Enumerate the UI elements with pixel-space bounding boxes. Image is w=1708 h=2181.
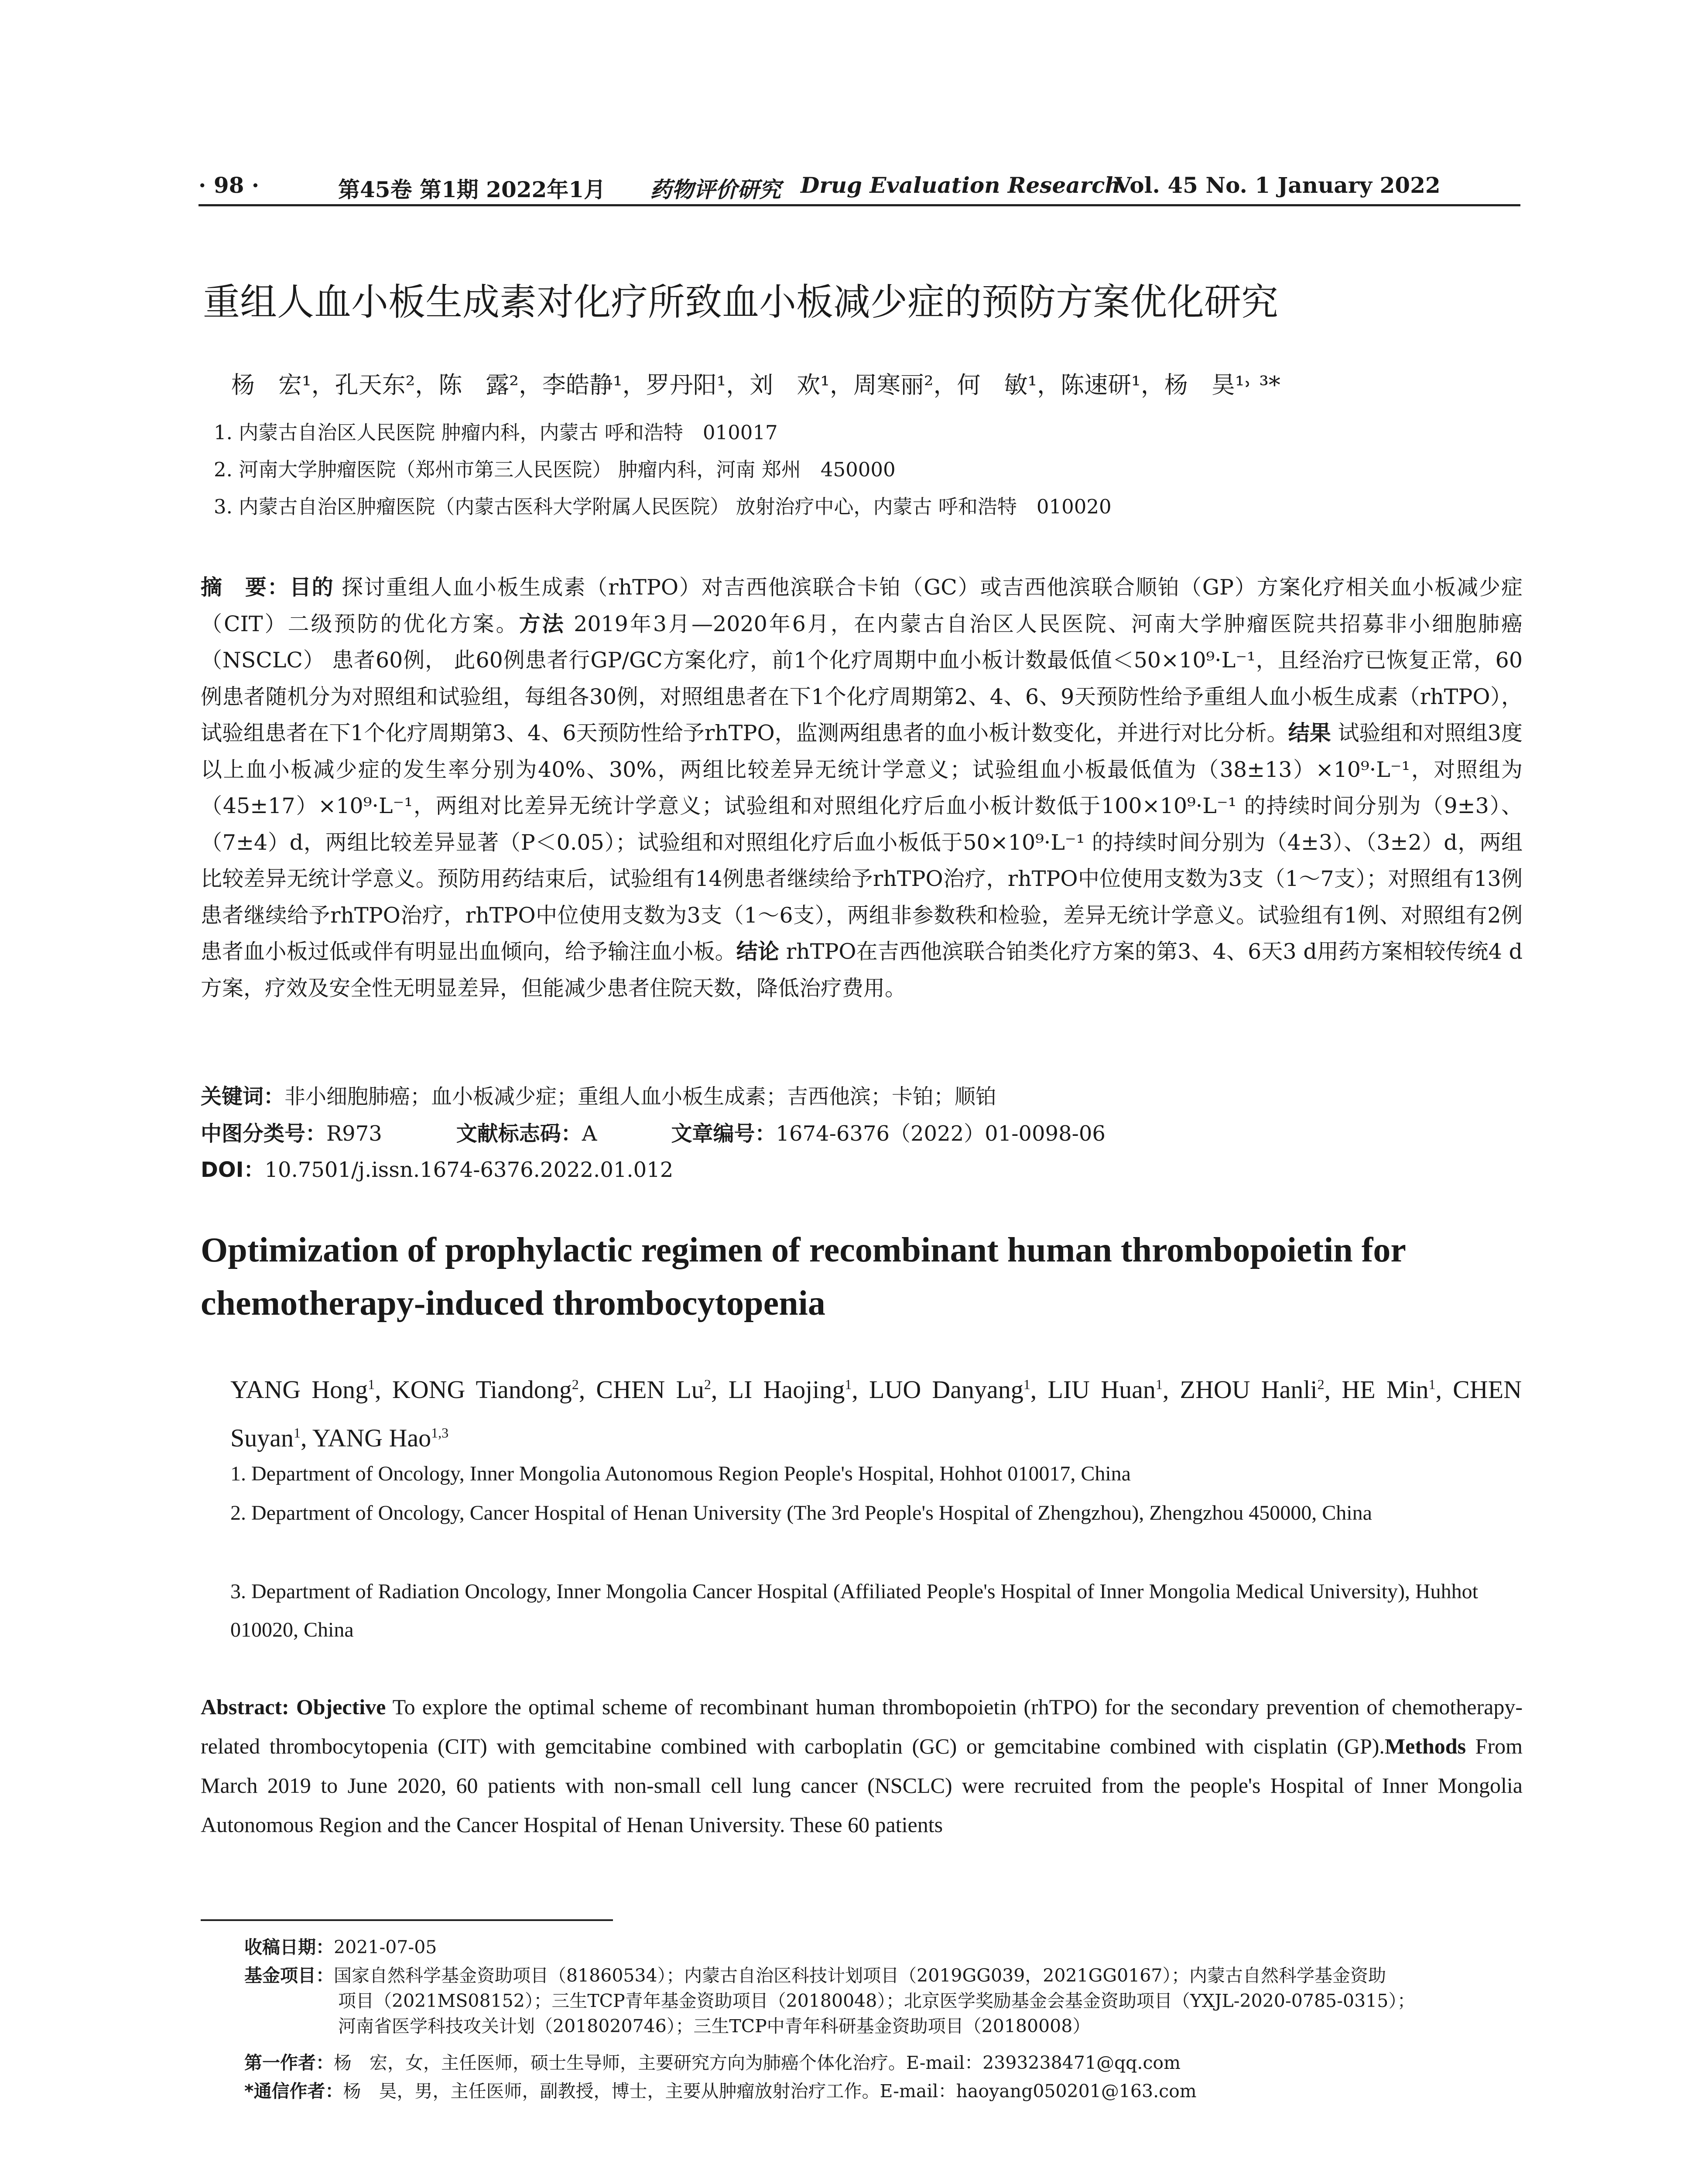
keywords-cn [201,1080,996,1110]
clc-label: 中图分类号： [201,1121,327,1146]
author-en-affiliation-mark: 2 [1317,1377,1325,1392]
methods-cn: 2019年3月—2020年6月，在内蒙古自治区人民医院、河南大学肿瘤医院共招募非小细胞肺癌（NSCLC） 患者60例， 此60例患者行GP/GC方案化疗，前1个化疗周期中血小板计数最低值＜50×10⁹·L⁻¹，且经治疗已恢复正常，60例患者随机分为对照组和试验组，每组各30例，对照组患者在下1个化疗周期第2、4、6、9天预防性给予重组人血小板生成素（rhTPO），试验组患者在下1个化疗周期第3、4、6天预防性给予rhTPO，监测两组患者的血小板计数变化，并进行对比分析。 [201,611,1523,745]
article-no-value: 1674-6376（2022）01-0098-06 [776,1121,1106,1146]
author-en-name: KONG Tiandong [392,1375,572,1404]
footnote-corresponding [244,2078,1527,2104]
conclusion-cn-label: 结论 [736,939,780,964]
abstract-en [201,1687,1523,1844]
classification-line [201,1117,1106,1147]
author-en-affiliation-mark: 1 [845,1377,852,1392]
footnote-fund [244,1963,1527,2039]
author-en-affiliation-mark: 1 [294,1425,301,1441]
results-cn: 试验组和对照组3度以上血小板减少症的发生率分别为40%、30%，两组比较差异无统计学意义；试验组血小板最低值为（38±13）×10⁹·L⁻¹，对照组为（45±17）×10⁹·L⁻¹，两组对比差异无统计学意义；试验组和对照组化疗后血小板计数低于100×10⁹·L⁻¹ 的持续时间分别为（9±3）、（7±4）d，两组比较差异显著（P＜0.05）；试验组和对照组化疗后血小板低于50×10⁹·L⁻¹ 的持续时间分别为（4±3）、（3±2）d，两组比较差异无统计学意义。预防用药结束后，试验组有14例患者继续给予rhTPO治疗，rhTPO中位使用支数为3支（1～7支）；对照组有13例患者继续给予rhTPO治疗，rhTPO中位使用支数为3支（1～6支），两组非参数秩和检验，差异无统计学意义。试验组有1例、对照组有2例患者血小板过低或伴有明显出血倾向，给予输注血小板。 [201,721,1523,964]
authors-cn: 杨 宏¹，孔天东²，陈 露²，李皓静¹，罗丹阳¹，刘 欢¹，周寒丽²，何 敏¹，陈速研¹，杨 昊¹˒ ³* [231,371,1280,399]
footnote-rule [201,1919,613,1921]
results-cn-label: 结果 [1288,721,1331,745]
methods-cn-label: 方法 [519,611,565,636]
abstract-en-label: Abstract: [201,1695,289,1719]
author-en-affiliation-mark: 1,3 [431,1425,449,1441]
objective-cn-label: 目的 [289,575,334,600]
author-en [392,1375,579,1404]
author-en-name: YANG Hao [312,1423,431,1452]
affiliation-cn-2: 2. 河南大学肿瘤医院（郑州市第三人民医院） 肿瘤内科，河南 郑州 450000 [214,458,896,481]
abstract-cn-label: 摘 要： [201,575,290,600]
author-en-affiliation-mark: 1 [1155,1377,1163,1392]
doc-code-label: 文献标志码： [456,1121,582,1146]
footnote-first-author [244,2050,1527,2075]
objective-cn: 探讨重组人血小板生成素（rhTPO）对吉西他滨联合卡铂（GC）或吉西他滨联合顺铂（GP）方案化疗相关血小板减少症（CIT）二级预防的优化方案。 [201,575,1523,636]
author-en-name: LUO Danyang [869,1375,1023,1404]
author-en-affiliation-mark: 1 [1428,1377,1436,1392]
article-no-label: 文章编号： [671,1121,776,1146]
affiliation-en-1: 1. Department of Oncology, Inner Mongolia Autonomous Region People's Hospital, Hohhot 010017, China [230,1462,1131,1485]
methods-en: From March 2019 to June 2020, 60 patients with non-small cell lung cancer (NSCLC) were recruited from the people's Hospital of Inner Mongolia Autonomous Region and the Cancer Hospital of Henan University. These 60 patients [201,1734,1523,1837]
fund-line-3: 河南省医学科技攻关计划（2018020746）；三生TCP中青年科研基金资助项目（20180008） [338,2016,1091,2037]
author-en-name: LIU Huan [1047,1375,1156,1404]
doi-label: DOI： [201,1158,265,1182]
author-en-affiliation-mark: 1 [1023,1377,1030,1392]
methods-en-label: Methods [1384,1734,1466,1758]
author-en [1047,1375,1162,1404]
author-en [1180,1375,1325,1404]
author-en [1342,1375,1435,1404]
fund-line-2: 项目（2021MS08152）；三生TCP青年基金资助项目（20180048）；北京医学奖励基金会基金资助项目（YXJL-2020-0785-0315）； [338,1990,1415,2011]
header-rule [199,204,1520,206]
objective-en-label: Objective [296,1695,386,1719]
doi-value[interactable]: 10.7501/j.issn.1674-6376.2022.01.012 [264,1158,674,1182]
keywords-cn-value: 非小细胞肺癌；血小板减少症；重组人血小板生成素；吉西他滨；卡铂；顺铂 [284,1084,997,1109]
authors-en: YANG Hong$^1$, KONG Tiandong$^2$, CHEN Lu$^2$, LI Haojing$^1$, LUO Danyang$^1$, LIU Huan$^1$, ZHOU Hanli$^2$, HE Min$^1$, CHEN Suyan$^1$, YANG Hao$^{1,3}$ [230,1375,1522,1452]
issue-en: Vol. 45 No. 1 January 2022 [1115,172,1441,198]
author-en-name: CHEN Suyan [230,1375,1522,1452]
author-en [312,1424,448,1452]
keywords-cn-label: 关键词： [201,1084,285,1109]
affiliation-en-3: 3. Department of Radiation Oncology, Inner Mongolia Cancer Hospital (Affiliated People's Hospital of Inner Mongolia Medical University), Huhhot 010020, China [230,1580,1479,1641]
author-en [729,1375,852,1404]
corresponding-info: 杨 昊，男，主任医师，副教授，博士，主要从肿瘤放射治疗工作。E-mail：haoyang050201@163.com [343,2081,1197,2102]
objective-en: To explore the optimal scheme of recombinant human thrombopoietin (rhTPO) for the secondary prevention of chemotherapy-related thrombocytopenia (CIT) with gemcitabine combined with carboplatin (GC) or gemcitabine combined with cisplatin (GP). [201,1695,1523,1758]
first-author-info: 杨 宏，女，主任医师，硕士生导师，主要研究方向为肺癌个体化治疗。E-mail：2393238471@qq.com [334,2052,1181,2073]
page-number: · 98 · [199,172,260,198]
journal-name-en: Drug Evaluation Research [801,172,1121,198]
clc-value: R973 [326,1121,382,1146]
author-en [869,1375,1030,1404]
footnote-received [244,1935,1527,1960]
author-en [230,1375,375,1404]
author-en-affiliation-mark: 2 [572,1377,579,1392]
conclusion-cn: rhTPO在吉西他滨联合铂类化疗方案的第3、4、6天3 d用药方案相较传统4 d方案，疗效及安全性无明显差异，但能减少患者住院天数，降低治疗费用。 [201,939,1523,1001]
journal-name-cn: 药物评价研究 [650,177,781,202]
fund-line-1: 国家自然科学基金资助项目（81860534）；内蒙古自治区科技计划项目（2019GG039，2021GG0167）；内蒙古自然科学基金资助 [334,1965,1386,1986]
author-en [596,1375,711,1404]
title-cn: 重组人血小板生成素对化疗所致血小板减少症的预防方案优化研究 [203,281,1279,324]
author-en-name: LI Haojing [728,1375,845,1404]
title-en: Optimization of prophylactic regimen of recombinant human thrombopoietin for chemotherapy-induced thrombocytopenia [201,1231,1406,1323]
author-en-name: CHEN Lu [596,1375,704,1404]
affiliation-en-2: 2. Department of Oncology, Cancer Hospital of Henan University (The 3rd People's Hospital of Zhengzhou), Zhengzhou 450000, China [230,1501,1372,1525]
author-en-affiliation-mark: 2 [704,1377,711,1392]
received-date: 2021-07-05 [334,1937,437,1958]
corresponding-label: *通信作者： [244,2081,343,2102]
author-en-name: HE Min [1342,1375,1429,1404]
fund-label: 基金项目： [244,1965,334,1986]
author-en-name: ZHOU Hanli [1180,1375,1318,1404]
issue-cn: 第45卷 第1期 2022年1月 [338,177,606,202]
author-en-name: YANG Hong [230,1375,368,1404]
doi-line [201,1153,673,1183]
affiliation-cn-1: 1. 内蒙古自治区人民医院 肿瘤内科，内蒙古 呼和浩特 010017 [214,421,778,444]
received-label: 收稿日期： [244,1937,334,1958]
running-header [199,168,1520,207]
abstract-cn [201,569,1523,1006]
affiliation-cn-3: 3. 内蒙古自治区肿瘤医院（内蒙古医科大学附属人民医院） 放射治疗中心，内蒙古 呼和浩特 010020 [214,495,1112,518]
doc-code-value: A [582,1121,597,1146]
author-en-affiliation-mark: 1 [368,1377,375,1392]
first-author-label: 第一作者： [244,2052,334,2073]
